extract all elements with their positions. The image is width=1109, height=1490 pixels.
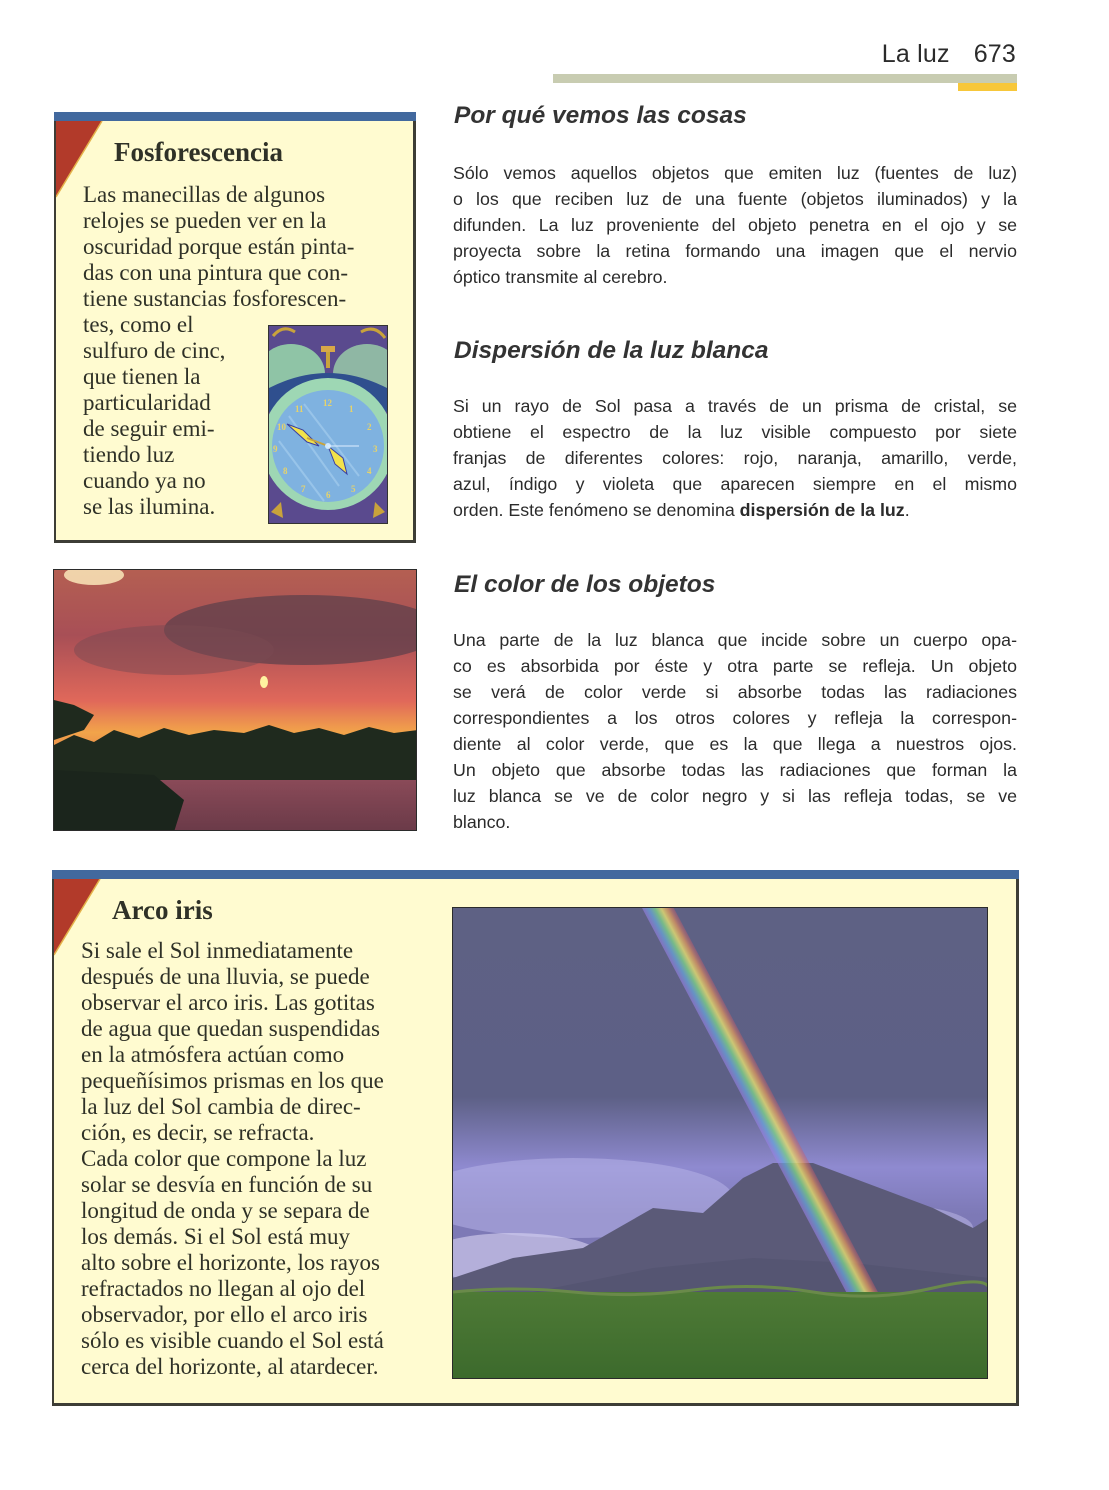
- text-line: alto sobre el horizonte, los rayos: [81, 1250, 380, 1275]
- section-title: Por qué vemos las cosas: [454, 102, 747, 129]
- box-title: Arco iris: [112, 895, 213, 925]
- text-line: relojes se pueden ver en la: [83, 208, 327, 233]
- text-line: co es absorbida por éste y otra parte se refleja. Un objeto: [453, 656, 1017, 676]
- text-line: observador, por ello el arco iris: [81, 1302, 368, 1327]
- alarm-clock-illustration: [268, 325, 388, 524]
- text-line: tiendo luz: [83, 442, 175, 467]
- rainbow-over-mountains-photo: [452, 907, 988, 1379]
- text-line: la luz del Sol cambia de direc-: [81, 1094, 361, 1119]
- section-body: [453, 160, 1017, 290]
- text-line: observar el arco iris. Las gotitas: [81, 990, 375, 1015]
- text-line: [453, 497, 1017, 523]
- text-line: cuando ya no: [83, 468, 206, 493]
- text-line: de agua que quedan suspendidas: [81, 1016, 380, 1041]
- text-line: difunden. La luz proveniente del objeto penetra en el ojo y se: [453, 215, 1017, 235]
- text-line: tes, como el: [83, 312, 194, 337]
- box-title: Fosforescencia: [114, 137, 283, 167]
- text-fragment: orden. Este fenómeno se denomina: [453, 500, 740, 520]
- text-line: sólo es visible cuando el Sol está: [81, 1328, 384, 1353]
- svg-text:7: 7: [301, 484, 306, 494]
- header-accent-tab: [958, 83, 1017, 91]
- text-line: Un objeto que absorbe todas las radiaciones que forman la: [453, 760, 1017, 780]
- text-line: pequeñísimos prismas en los que: [81, 1068, 384, 1093]
- svg-text:9: 9: [273, 444, 278, 454]
- section-title: El color de los objetos: [454, 571, 716, 598]
- text-line: luz blanca se ve de color negro y si las refleja todas, se ve: [453, 786, 1017, 806]
- text-line: correspondientes a los otros colores y refleja la correspon-: [453, 708, 1017, 728]
- text-line: refractados no llegan al ojo del: [81, 1276, 366, 1301]
- text-line: se verá de color verde si absorbe todas las radiaciones: [453, 682, 1017, 702]
- svg-text:11: 11: [295, 404, 304, 414]
- key-term: dispersión de la luz: [739, 500, 905, 520]
- text-line: particularidad: [83, 390, 211, 415]
- text-line: Si sale el Sol inmediatamente: [81, 938, 354, 963]
- box-top-bar: [52, 870, 1019, 879]
- text-line: se las ilumina.: [83, 494, 216, 519]
- svg-text:2: 2: [367, 422, 372, 432]
- text-line: proyecta sobre la retina formando una imagen que el nervio: [453, 241, 1017, 261]
- text-line: azul, índigo y violeta que aparecen siempre en el mismo: [453, 474, 1017, 494]
- text-fragment: .: [904, 500, 910, 520]
- section-body: [453, 627, 1017, 835]
- text-line: blanco.: [453, 812, 511, 832]
- svg-text:3: 3: [373, 444, 378, 454]
- sunset-over-river-photo: [53, 569, 417, 831]
- svg-text:1: 1: [349, 404, 354, 414]
- text-line: oscuridad porque están pinta-: [83, 234, 355, 259]
- text-line: das con una pintura que con-: [83, 260, 349, 285]
- section-body: [453, 393, 1017, 523]
- text-line: solar se desvía en función de su: [81, 1172, 373, 1197]
- text-line: que tienen la: [83, 364, 201, 389]
- chapter-title: La luz: [881, 40, 950, 68]
- text-line: diente al color verde, que es la que llega a nuestros ojos.: [453, 734, 1017, 754]
- text-line: sulfuro de cinc,: [83, 338, 226, 363]
- svg-text:5: 5: [351, 484, 356, 494]
- text-line: tiene sustancias fosforescen-: [83, 286, 347, 311]
- text-line: o los que reciben luz de una fuente (objetos iluminados) y la: [453, 189, 1017, 209]
- text-line: en la atmósfera actúan como: [81, 1042, 345, 1067]
- text-line: Si un rayo de Sol pasa a través de un prisma de cristal, se: [453, 396, 1017, 416]
- arco-iris-box: [52, 870, 1019, 1406]
- fosforescencia-box: [54, 112, 416, 543]
- text-line: franjas de diferentes colores: rojo, naranja, amarillo, verde,: [453, 448, 1017, 468]
- text-line: Sólo vemos aquellos objetos que emiten luz (fuentes de luz): [453, 163, 1017, 183]
- running-header: [882, 40, 1016, 69]
- text-line: Cada color que compone la luz: [81, 1146, 367, 1171]
- svg-text:6: 6: [326, 490, 331, 500]
- text-line: de seguir emi-: [83, 416, 215, 441]
- header-rule: [553, 74, 1017, 83]
- svg-text:8: 8: [283, 466, 288, 476]
- text-line: obtiene el espectro de la luz visible compuesto por siete: [453, 422, 1017, 442]
- svg-text:10: 10: [277, 422, 286, 432]
- svg-text:12: 12: [323, 398, 332, 408]
- text-line: ción, es decir, se refracta.: [81, 1120, 315, 1145]
- text-line: después de una lluvia, se puede: [81, 964, 370, 989]
- text-line: óptico transmite al cerebro.: [453, 267, 668, 287]
- box-text: [81, 938, 384, 1380]
- svg-text:4: 4: [367, 466, 372, 476]
- section-title: Dispersión de la luz blanca: [454, 337, 769, 364]
- text-line: longitud de onda y se separa de: [81, 1198, 370, 1223]
- text-line: Las manecillas de algunos: [83, 182, 326, 207]
- box-top-bar: [54, 112, 416, 121]
- page-number: 673: [973, 40, 1016, 68]
- text-line: cerca del horizonte, al atardecer.: [81, 1354, 379, 1379]
- text-line: los demás. Si el Sol está muy: [81, 1224, 350, 1249]
- text-line: Una parte de la luz blanca que incide sobre un cuerpo opa-: [453, 630, 1017, 650]
